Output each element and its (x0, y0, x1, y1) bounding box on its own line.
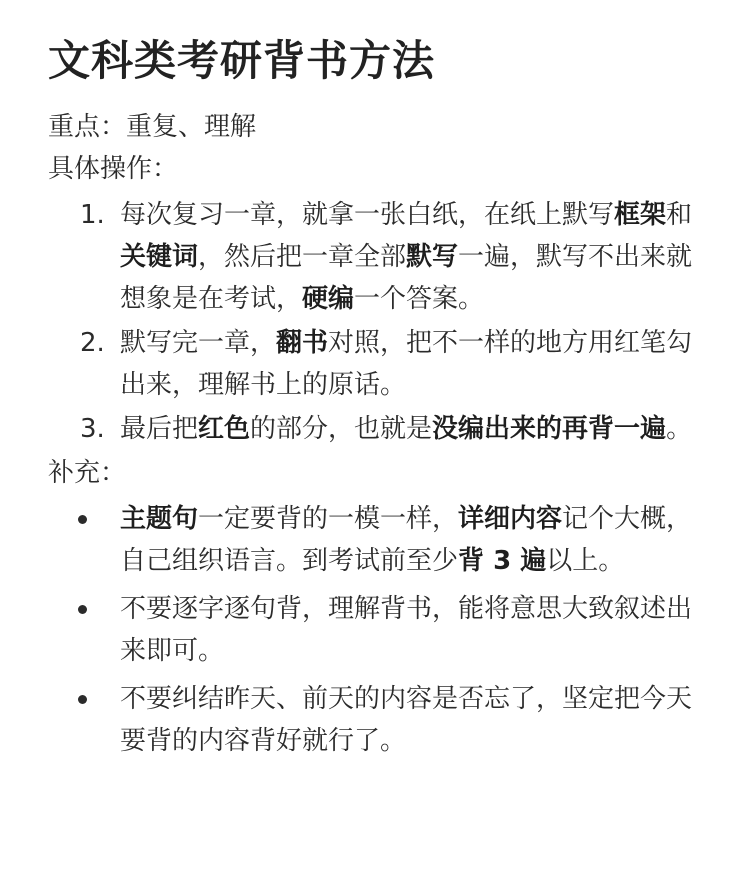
text-segment: ，然后把一章全部 (198, 242, 407, 272)
text-segment: 一遍，默写不出来就想象是在考试， (120, 242, 693, 314)
step-item (48, 408, 710, 450)
bullet-dot-icon (78, 605, 87, 614)
bold-segment: 详细内容 (458, 504, 563, 534)
bold-segment: 背 3 遍 (458, 546, 547, 576)
step-item (48, 194, 710, 320)
step-text (120, 328, 692, 400)
text-segment: 每次复习一章，就拿一张白纸，在纸上默写 (120, 200, 615, 230)
supplement-text: 不要纠结昨天、前天的内容是否忘了，坚定把今天要背的内容背好就行了。 (120, 684, 693, 756)
step-text (120, 414, 692, 444)
bold-segment: 硬编 (302, 284, 355, 314)
supplement-item (48, 588, 710, 672)
page-title: 文科类考研背书方法 (48, 36, 436, 85)
step-number: 2. (80, 328, 105, 358)
bold-segment: 默写 (406, 242, 459, 272)
bold-segment: 翻书 (276, 328, 329, 358)
text-segment: 和 (666, 200, 693, 230)
text-segment: 默写完一章， (120, 328, 277, 358)
key-points-line: 重点：重复、理解 (48, 112, 257, 142)
bullet-dot-icon (78, 515, 87, 524)
text-segment: 。 (666, 414, 693, 444)
bold-segment: 没编出来的再背一遍 (432, 414, 667, 444)
steps-heading: 具体操作： (48, 154, 179, 184)
supplement-item (48, 498, 710, 582)
supplement-heading: 补充： (48, 458, 127, 488)
text-segment: 对照，把不一样的地方用红笔勾出来，理解书上的原话。 (120, 328, 693, 400)
bold-segment: 关键词 (120, 242, 199, 272)
text-segment: 一定要背的一模一样， (198, 504, 459, 534)
step-number: 3. (80, 414, 105, 444)
step-number: 1. (80, 200, 105, 230)
supplement-text: 不要逐字逐句背，理解背书，能将意思大致叙述出来即可。 (120, 594, 693, 666)
bold-segment: 框架 (614, 200, 667, 230)
supplement-list (48, 498, 710, 762)
bold-segment: 主题句 (120, 504, 199, 534)
text-segment: 记个大概，自己组织语言。到考试前至少 (120, 504, 693, 576)
supplement-item (48, 678, 710, 762)
text-segment: 的部分，也就是 (250, 414, 433, 444)
step-text (120, 200, 692, 314)
step-item (48, 322, 710, 406)
supplement-text (120, 504, 692, 576)
bullet-dot-icon (78, 695, 87, 704)
text-segment: 以上。 (546, 546, 625, 576)
text-segment: 一个答案。 (354, 284, 485, 314)
steps-list (48, 194, 710, 450)
bold-segment: 红色 (198, 414, 251, 444)
text-segment: 最后把 (120, 414, 199, 444)
